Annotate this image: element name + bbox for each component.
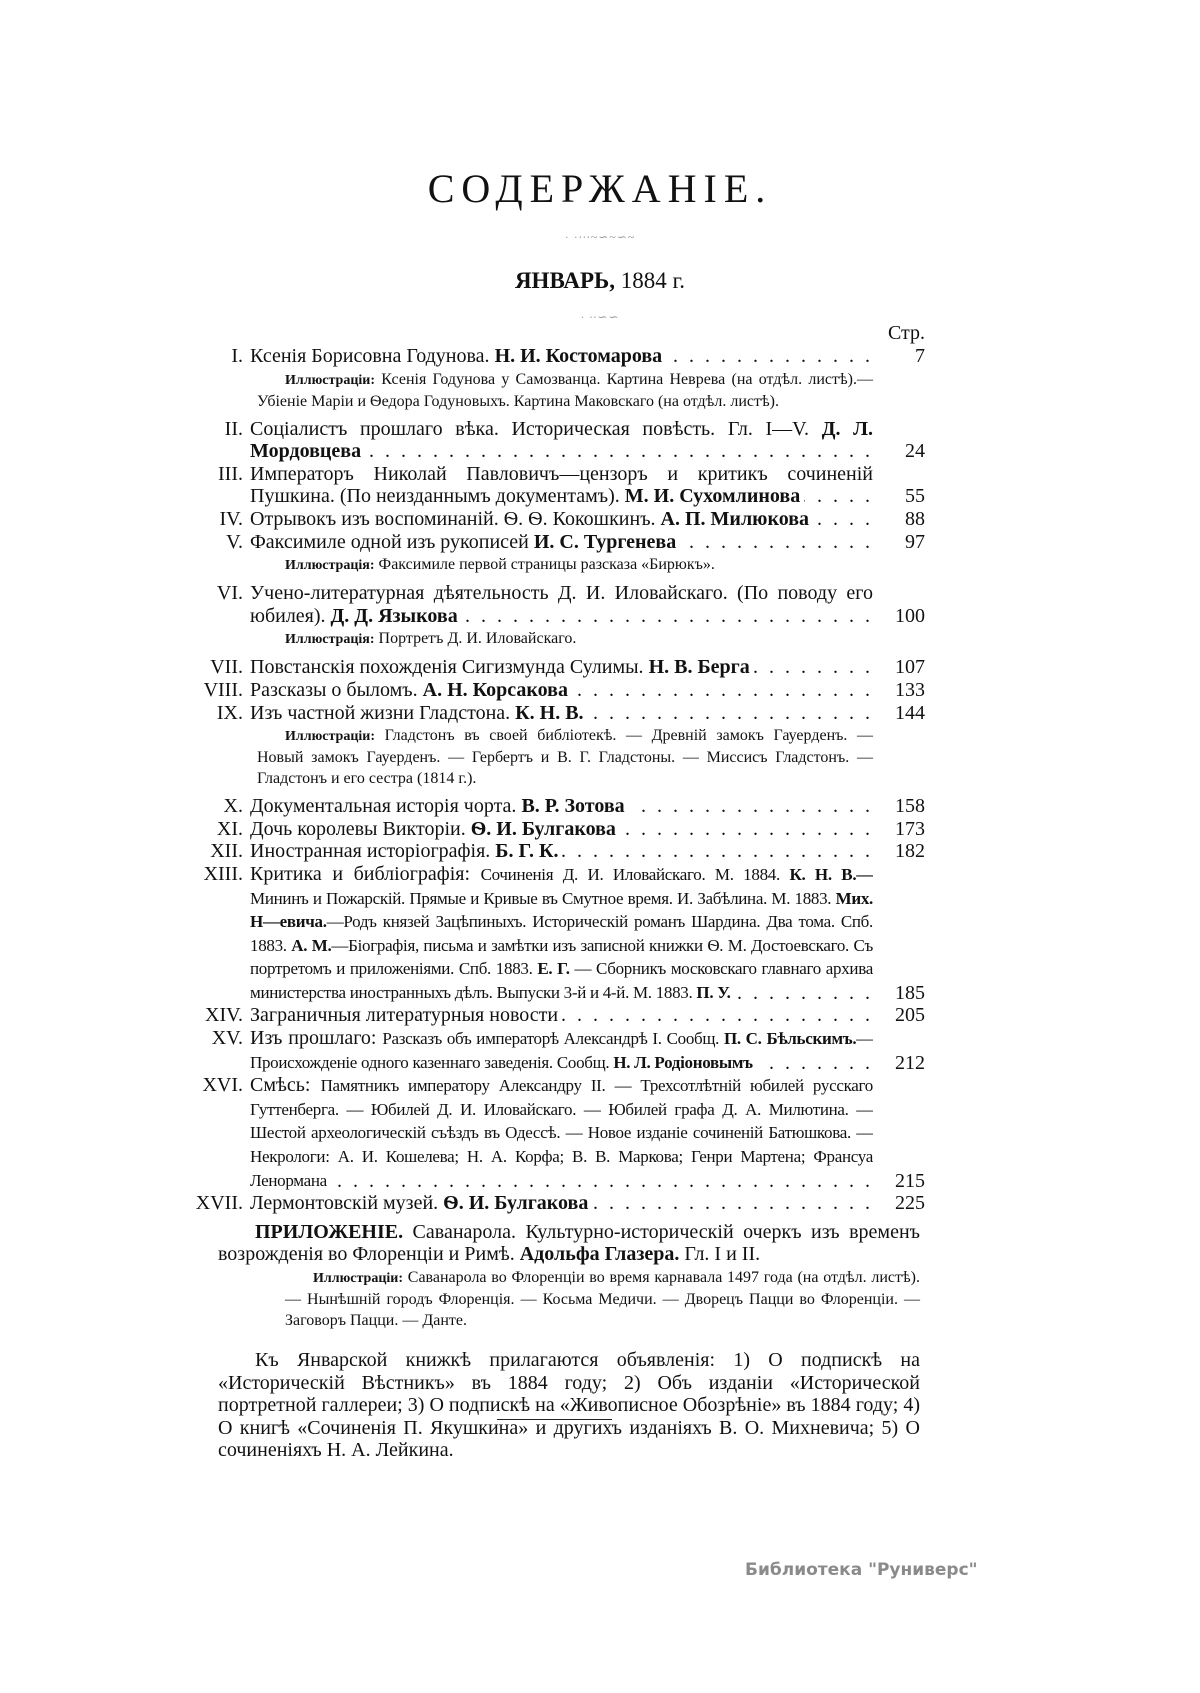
page-number: 173 xyxy=(895,817,925,840)
entry-number: VI. xyxy=(216,582,243,605)
author-name: Д. Д. Языкова xyxy=(330,604,458,627)
toc-entry[interactable] xyxy=(190,863,925,1005)
entry-text: Факсимиле одной изъ рукописей xyxy=(250,530,534,553)
entry-title-text xyxy=(250,508,813,530)
entry-text: Смѣсь: xyxy=(250,1074,321,1097)
entry-title-text xyxy=(250,1192,592,1214)
entry-text: Мининъ и Пожарскій. Прямые и Кривые въ Смутное время. И. Забѣлина. М. 1883. xyxy=(250,888,836,908)
entry-number: XVI. xyxy=(202,1074,243,1097)
author-name: Е. Г. xyxy=(537,959,570,979)
toc-entry[interactable] xyxy=(190,1027,925,1074)
entry-title-text xyxy=(250,1027,873,1073)
entry-number: XVII. xyxy=(195,1192,243,1215)
entry-text: Саванарола. Культурно-историческій очеркъ изъ временъ возрожденія во Флоренціи и Римѣ. xyxy=(218,1220,920,1266)
entry-title-text xyxy=(250,463,873,508)
page-number: 100 xyxy=(895,604,925,627)
month-name: ЯНВАРЬ, xyxy=(514,268,615,293)
page-number: 182 xyxy=(895,840,925,863)
author-name: П. С. Бѣльскимъ. xyxy=(723,1029,857,1049)
page-number: 212 xyxy=(895,1051,925,1074)
illustrations-note xyxy=(257,724,873,795)
entry-text: Иностранная исторіографія. xyxy=(250,840,496,863)
entry-text: Отрывокъ изъ воспоминаній. Ѳ. Ѳ. Кокошкинъ. xyxy=(250,507,661,530)
entry-title xyxy=(250,582,873,627)
toc-entry[interactable] xyxy=(190,531,925,554)
entry-number: XII. xyxy=(210,840,243,863)
entry-title xyxy=(250,418,873,463)
entry-title xyxy=(250,1027,873,1074)
toc-entry[interactable] xyxy=(190,679,925,702)
page-number: 225 xyxy=(895,1192,925,1215)
page-number: 158 xyxy=(895,795,925,818)
toc-entry[interactable] xyxy=(190,582,925,627)
closing-rule xyxy=(497,1419,612,1420)
entry-text: Документальная исторія чорта. xyxy=(250,795,522,818)
page-number: 7 xyxy=(915,345,925,367)
entry-title xyxy=(250,345,873,368)
entry-text: Гл. I и II. xyxy=(679,1243,761,1266)
ornament-divider: · ∙∙∽∽ xyxy=(580,310,620,324)
entry-title-text xyxy=(250,582,873,627)
author-name: Мих. Н—евича. xyxy=(250,888,873,932)
entry-number: XIV. xyxy=(205,1004,243,1027)
entry-number: IX. xyxy=(216,701,243,724)
illustrations-text: Саванарола во Флоренціи во время карнавала 1497 года (на отдѣл. листѣ). — Нынѣшній городъ Флоренція. — Косьма Медичи. — Дворецъ Пацци во Флоренціи. — Заговоръ Пацци. — Данте. xyxy=(285,1269,920,1329)
page-number: 24 xyxy=(905,440,925,463)
entry-title-text xyxy=(250,531,680,553)
entry-title-text xyxy=(250,1004,562,1026)
page-number: 185 xyxy=(895,981,925,1004)
author-name: К. Н. В. xyxy=(515,701,584,724)
entry-text: Изъ частной жизни Гладстона. xyxy=(250,701,516,724)
illustrations-note xyxy=(257,627,873,656)
entry-title-text xyxy=(250,818,620,840)
entry-title xyxy=(250,531,873,554)
month-year: 1884 г. xyxy=(620,268,686,293)
author-name: Б. Г. К. xyxy=(495,840,559,863)
page-number: 205 xyxy=(895,1004,925,1027)
author-name: П. У. xyxy=(696,982,731,1002)
page-column-label: Стр. xyxy=(887,322,925,344)
author-name: А. Н. Корсакова xyxy=(422,678,568,701)
announcements-note: Къ Январской книжкѣ прилагаются объявленія: 1) О подпискѣ на «Историческій Вѣстникъ» въ 1884 году; 2) Объ изданіи «Исторической портретной галлереи; 3) О подпискѣ на «Живописное Обозрѣніе» въ 1884 году; 4) О книгѣ «Сочиненія П. Якушкина» и другихъ изданіяхъ В. О. Михневича; 5) О сочиненіяхъ Н. А. Лейкина. xyxy=(218,1349,920,1462)
entry-title-text xyxy=(250,795,629,817)
entry-title-text xyxy=(250,1074,873,1190)
illustrations-label: Иллюстраціи: xyxy=(285,729,376,745)
entry-title xyxy=(250,1074,873,1192)
entry-text: Памятникъ императору Александру II. — Трехсотлѣтній юбилей русскаго Гуттенберга. — Юбилей Д. И. Иловайскаго. — Юбилей графа Д. А. Милютина. — Шестой археологическій съѣздъ въ Одессѣ. — Новое изданіе сочиненій Батюшкова. — Некрологи: А. И. Кошелева; Н. А. Корфа; В. В. Маркова; Генри Мартена; Франсуа Ленормана xyxy=(250,1076,873,1190)
toc-entry[interactable] xyxy=(190,418,925,463)
entry-text: Императоръ Николай Павловичъ—цензоръ и критикъ сочиненій Пушкина. (По неизданнымъ документамъ). xyxy=(250,462,873,508)
author-name: Ѳ. И. Булгакова xyxy=(443,1192,589,1215)
entry-number: V. xyxy=(226,530,243,553)
illustrations-text: Гладстонъ въ своей библіотекѣ. — Древній замокъ Гауерденъ. — Новый замокъ Гауерденъ. — Гербертъ и В. Г. Гладстоны. — Миссисъ Гладстонъ. — Гладстонъ и его сестра (1814 г.). xyxy=(257,727,873,788)
illustrations-label: Иллюстрація: xyxy=(285,632,375,648)
entry-number: XV. xyxy=(211,1027,243,1050)
entry-number: VIII. xyxy=(203,678,243,701)
entry-title xyxy=(250,863,873,1005)
author-name: К. Н. В.— xyxy=(789,864,873,884)
page-number: 144 xyxy=(895,701,925,724)
entry-text: Учено-литературная дѣятельность Д. И. Иловайскаго. (По поводу его юбилея). xyxy=(250,582,873,627)
entry-title xyxy=(250,463,873,508)
author-name: Н. И. Костомарова xyxy=(494,345,663,367)
appendix-entry xyxy=(218,1221,920,1266)
page-title: СОДЕРЖАНІЕ. xyxy=(427,166,773,211)
entry-title xyxy=(250,818,873,841)
toc-entry[interactable] xyxy=(190,345,925,368)
illustrations-note xyxy=(285,1266,920,1337)
entry-number: XIII. xyxy=(203,862,243,885)
page-number: 55 xyxy=(905,485,925,508)
entry-text: Критика и библіографія: xyxy=(250,862,481,885)
page-number: 88 xyxy=(905,507,925,530)
entry-title xyxy=(250,702,873,725)
illustrations-label: Иллюстраціи: xyxy=(285,372,376,388)
entry-title-text xyxy=(250,863,873,1003)
entry-title xyxy=(250,840,873,863)
author-name: И. С. Тургенева xyxy=(533,530,677,553)
entry-text: Заграничныя литературныя новости xyxy=(250,1004,559,1027)
entry-title xyxy=(250,508,873,531)
entry-title xyxy=(250,656,873,679)
entry-number: IV. xyxy=(219,507,243,530)
page-number: 215 xyxy=(895,1169,925,1192)
author-name: М. И. Сухомлинова xyxy=(624,485,801,508)
entry-text: — Сборникъ московскаго главнаго архива министерства иностранныхъ дѣлъ. Выпуски 3-й и 4-й. М. 1883. xyxy=(250,959,873,1002)
illustrations-note xyxy=(257,553,873,582)
toc-entry[interactable] xyxy=(190,795,925,818)
entry-title xyxy=(250,1004,873,1027)
toc-entry[interactable] xyxy=(190,818,925,841)
entry-title-text xyxy=(250,840,562,862)
author-name: Н. Л. Родіоновымъ xyxy=(613,1052,753,1072)
illustrations-note xyxy=(257,368,873,418)
page-number: 133 xyxy=(895,678,925,701)
entry-title xyxy=(250,795,873,818)
entry-text: Ксенія Борисовна Годунова. xyxy=(250,345,495,367)
toc-entry[interactable] xyxy=(190,840,925,863)
illustrations-label: Иллюстраціи: xyxy=(313,1271,404,1286)
toc-entry[interactable] xyxy=(190,1004,925,1027)
entry-title-text xyxy=(250,656,754,678)
page-number: 107 xyxy=(895,656,925,679)
author-name: ПРИЛОЖЕНІЕ. xyxy=(255,1220,404,1243)
toc-entry[interactable] xyxy=(190,1192,925,1215)
page-number: 97 xyxy=(905,530,925,553)
entry-number: XI. xyxy=(216,817,243,840)
author-name: Ѳ. И. Булгакова xyxy=(470,817,616,840)
author-name: А. М. xyxy=(291,935,332,955)
month-heading xyxy=(0,268,1200,294)
entry-number: III. xyxy=(218,462,243,485)
entry-text: Сочиненія Д. И. Иловайскаго. М. 1884. xyxy=(480,864,790,884)
illustrations-text: Портретъ Д. И. Иловайскаго. xyxy=(374,630,577,648)
illustrations-text: Факсимиле первой страницы разсказа «Бирюкъ». xyxy=(374,556,715,574)
toc-entry[interactable] xyxy=(190,1074,925,1192)
entry-text: Изъ прошлаго: xyxy=(250,1027,383,1050)
entry-title-text xyxy=(250,702,588,724)
ornament-divider: · ·∙∙∙~∽~∽~ xyxy=(564,230,636,244)
entry-text: —Родъ князей Зацѣпиныхъ. Историческій романъ Шардина. Два тома. Спб. 1883. xyxy=(250,912,873,955)
toc-entry[interactable] xyxy=(190,656,925,679)
entry-text: Разсказы о быломъ. xyxy=(250,678,423,701)
entry-title-text xyxy=(250,418,873,463)
toc-entry[interactable] xyxy=(190,463,925,508)
table-of-contents xyxy=(190,345,925,1462)
entry-title-text xyxy=(250,345,666,367)
author-name: Д. Л. Мордовцева xyxy=(250,417,873,463)
entry-title-text xyxy=(250,679,572,701)
entry-text: Разсказъ объ императорѣ Александрѣ I. Сообщ. xyxy=(382,1029,724,1049)
toc-entry[interactable] xyxy=(190,508,925,531)
entry-text: Соціалистъ прошлаго вѣка. Историческая повѣсть. Гл. I—V. xyxy=(250,417,822,440)
author-name: А. П. Милюкова xyxy=(660,507,810,530)
entry-text: Повстанскія похожденія Сигизмунда Сулимы. xyxy=(250,656,649,679)
author-name: В. Р. Зотова xyxy=(521,795,625,818)
entry-number: X. xyxy=(223,795,243,818)
entry-text: Лермонтовскій музей. xyxy=(250,1192,444,1215)
entry-text: —Біографія, письма и замѣтки изъ записной книжки Ѳ. М. Достоевскаго. Съ портретомъ и приложеніями. Спб. 1883. xyxy=(250,935,873,979)
entry-text: Дочь королевы Викторіи. xyxy=(250,817,471,840)
author-name: Н. В. Берга xyxy=(648,656,750,679)
entry-number: VII. xyxy=(210,656,243,679)
entry-number: II. xyxy=(224,417,243,440)
library-watermark: Библиотека "Руниверс" xyxy=(745,1560,978,1580)
author-name: Адольфа Глазера. xyxy=(519,1243,680,1266)
illustrations-label: Иллюстрація: xyxy=(285,558,375,574)
entry-text: —Происхожденіе одного казеннаго заведенія. Сообщ. xyxy=(250,1029,873,1072)
illustrations-text: Ксенія Годунова у Самозванца. Картина Неврева (на отдѣл. листѣ).—Убіеніе Маріи и Ѳедора Годуновыхъ. Картина Маковскаго (на отдѣл. листѣ). xyxy=(257,370,873,410)
entry-title xyxy=(250,1192,873,1215)
entry-title xyxy=(250,679,873,702)
toc-entry[interactable] xyxy=(190,702,925,725)
entry-number: I. xyxy=(231,345,243,367)
